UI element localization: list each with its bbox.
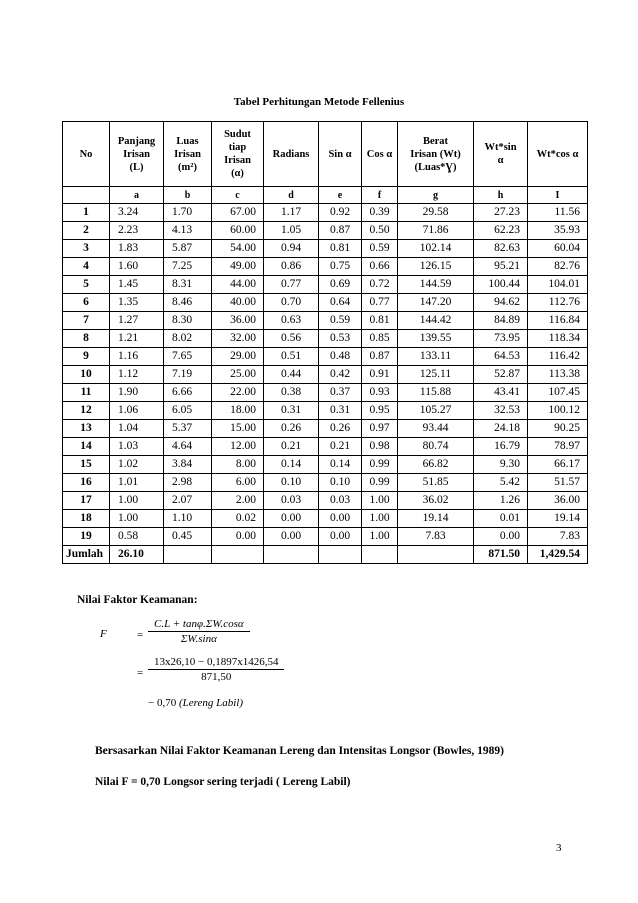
column-header-line: Radians	[272, 148, 310, 160]
table-cell: 2.98	[164, 474, 212, 492]
table-cell: 125.11	[398, 366, 474, 384]
table-cell: 8.00	[212, 456, 264, 474]
formula-equals-2: =	[137, 667, 144, 679]
table-cell: 24.18	[474, 420, 528, 438]
table-cell: 5.42	[474, 474, 528, 492]
table-cell: 0.53	[319, 330, 362, 348]
table-cell: 0.44	[264, 366, 319, 384]
table-cell: 1.90	[110, 384, 164, 402]
table-cell: 11	[63, 384, 110, 402]
column-header-line: Irisan	[224, 155, 251, 166]
table-cell: 0.00	[474, 528, 528, 546]
table-cell: 0.00	[264, 528, 319, 546]
table-cell: 1.27	[110, 312, 164, 330]
table-cell: 16.79	[474, 438, 528, 456]
table-cell: 0.37	[319, 384, 362, 402]
table-cell: 32.53	[474, 402, 528, 420]
table-cell: 0.00	[212, 528, 264, 546]
formula-denominator: ΣW.sinα	[180, 633, 217, 645]
table-cell: 0.21	[319, 438, 362, 456]
column-letter: d	[264, 187, 319, 204]
table-cell: 6.05	[164, 402, 212, 420]
table-cell: 90.25	[528, 420, 588, 438]
table-cell: 1.02	[110, 456, 164, 474]
table-cell: 1.01	[110, 474, 164, 492]
table-cell: 0.56	[264, 330, 319, 348]
column-header	[528, 122, 588, 187]
table-cell: 0.45	[164, 528, 212, 546]
table-cell: 0.03	[264, 492, 319, 510]
table-cell: 18.00	[212, 402, 264, 420]
table-cell: 1.00	[110, 510, 164, 528]
table-cell: 0.59	[362, 240, 398, 258]
table-row	[63, 510, 588, 528]
header-letter-row	[63, 187, 588, 204]
table-cell: 82.63	[474, 240, 528, 258]
table-cell: 0.72	[362, 276, 398, 294]
column-header-line: (m²)	[178, 161, 197, 173]
table-cell: 6.00	[212, 474, 264, 492]
conclusion-line-1: Bersasarkan Nilai Faktor Keamanan Lereng dan Intensitas Longsor (Bowles, 1989)	[95, 745, 504, 757]
table-title: Tabel Perhitungan Metode Fellenius	[233, 96, 405, 108]
formula-result-value: − 0,70	[148, 697, 177, 709]
column-header-line: Panjang	[117, 135, 156, 147]
table-cell: 7.65	[164, 348, 212, 366]
table-cell: 12.00	[212, 438, 264, 456]
table-row	[63, 456, 588, 474]
table-cell: 0.64	[319, 294, 362, 312]
table-cell: 8.46	[164, 294, 212, 312]
table-cell: 62.23	[474, 222, 528, 240]
table-cell: 95.21	[474, 258, 528, 276]
table-cell: 147.20	[398, 294, 474, 312]
table-cell: 1.16	[110, 348, 164, 366]
table-cell: 60.04	[528, 240, 588, 258]
formula-fraction-numeric	[148, 656, 284, 683]
table-cell: 13	[63, 420, 110, 438]
total-empty-cell	[362, 546, 398, 564]
table-cell: 36.00	[212, 312, 264, 330]
table-cell: 0.14	[319, 456, 362, 474]
table-cell: 60.00	[212, 222, 264, 240]
formula-result	[148, 697, 243, 709]
total-empty-cell	[212, 546, 264, 564]
table-cell: 1.10	[164, 510, 212, 528]
table-cell: 1	[63, 204, 110, 222]
table-cell: 0.87	[362, 348, 398, 366]
table-cell: 64.53	[474, 348, 528, 366]
table-cell: 144.59	[398, 276, 474, 294]
column-letter: a	[110, 187, 164, 204]
total-wt_cos: 1,429.54	[528, 546, 588, 564]
column-header	[362, 122, 398, 187]
table-cell: 116.42	[528, 348, 588, 366]
table-cell: 126.15	[398, 258, 474, 276]
table-cell: 22.00	[212, 384, 264, 402]
table-cell: 16	[63, 474, 110, 492]
table-cell: 80.74	[398, 438, 474, 456]
table-cell: 49.00	[212, 258, 264, 276]
table-cell: 0.26	[319, 420, 362, 438]
table-cell: 0.58	[110, 528, 164, 546]
table-cell: 67.00	[212, 204, 264, 222]
table-cell: 6.66	[164, 384, 212, 402]
table-cell: 1.21	[110, 330, 164, 348]
table-cell: 0.81	[362, 312, 398, 330]
column-header-line: (α)	[231, 168, 244, 179]
table-body	[63, 204, 588, 564]
formula-numerator: C.L + tanφ.ΣW.cosα	[148, 618, 250, 632]
table-row	[63, 276, 588, 294]
table-cell: 51.57	[528, 474, 588, 492]
table-cell: 2.07	[164, 492, 212, 510]
table-cell: 139.55	[398, 330, 474, 348]
table-cell: 112.76	[528, 294, 588, 312]
table-cell: 1.17	[264, 204, 319, 222]
table-cell: 0.50	[362, 222, 398, 240]
table-cell: 0.86	[264, 258, 319, 276]
table-cell: 7.25	[164, 258, 212, 276]
table-cell: 7.19	[164, 366, 212, 384]
table-cell: 1.06	[110, 402, 164, 420]
table-cell: 144.42	[398, 312, 474, 330]
table-row	[63, 258, 588, 276]
table-cell: 0.91	[362, 366, 398, 384]
table-cell: 0.77	[362, 294, 398, 312]
safety-factor-formula	[100, 618, 420, 713]
column-header-line: Berat	[422, 135, 449, 147]
table-cell: 0.94	[264, 240, 319, 258]
table-cell: 19.14	[528, 510, 588, 528]
table-cell: 10	[63, 366, 110, 384]
page-number: 3	[556, 842, 562, 854]
table-cell: 2.23	[110, 222, 164, 240]
table-cell: 2.00	[212, 492, 264, 510]
column-letter: g	[398, 187, 474, 204]
column-header-line: (L)	[129, 161, 144, 173]
table-cell: 0.38	[264, 384, 319, 402]
table-cell: 0.99	[362, 456, 398, 474]
table-cell: 0.00	[264, 510, 319, 528]
table-row	[63, 204, 588, 222]
table-cell: 82.76	[528, 258, 588, 276]
table-cell: 51.85	[398, 474, 474, 492]
table-cell: 0.75	[319, 258, 362, 276]
total-panjang: 26.10	[110, 546, 164, 564]
table-cell: 5	[63, 276, 110, 294]
table-cell: 66.82	[398, 456, 474, 474]
total-empty-cell	[164, 546, 212, 564]
table-cell: 0.10	[264, 474, 319, 492]
table-cell: 7	[63, 312, 110, 330]
table-cell: 0.31	[264, 402, 319, 420]
table-cell: 78.97	[528, 438, 588, 456]
column-header-line: Sudut	[224, 129, 251, 140]
table-cell: 100.12	[528, 402, 588, 420]
table-row	[63, 474, 588, 492]
table-cell: 7.83	[398, 528, 474, 546]
column-letter: b	[164, 187, 212, 204]
safety-factor-heading: Nilai Faktor Keamanan:	[77, 594, 198, 606]
table-cell: 1.04	[110, 420, 164, 438]
table-cell: 71.86	[398, 222, 474, 240]
table-cell: 40.00	[212, 294, 264, 312]
table-cell: 36.00	[528, 492, 588, 510]
table-cell: 44.00	[212, 276, 264, 294]
table-cell: 1.03	[110, 438, 164, 456]
column-header	[264, 122, 319, 187]
table-cell: 8.02	[164, 330, 212, 348]
table-cell: 1.12	[110, 366, 164, 384]
total-empty-cell	[264, 546, 319, 564]
table-cell: 35.93	[528, 222, 588, 240]
column-header	[212, 122, 264, 187]
table-cell: 0.21	[264, 438, 319, 456]
column-header	[319, 122, 362, 187]
table-cell: 94.62	[474, 294, 528, 312]
column-letter: f	[362, 187, 398, 204]
table-cell: 25.00	[212, 366, 264, 384]
table-cell: 0.39	[362, 204, 398, 222]
table-cell: 0.31	[319, 402, 362, 420]
table-cell: 1.35	[110, 294, 164, 312]
table-cell: 29.00	[212, 348, 264, 366]
table-cell: 5.37	[164, 420, 212, 438]
table-row	[63, 528, 588, 546]
table-cell: 1.00	[362, 528, 398, 546]
table-cell: 104.01	[528, 276, 588, 294]
formula-numerator-numeric: 13x26,10 − 0,1897x1426,54	[148, 656, 284, 670]
column-header-line: Wt*sin	[484, 142, 517, 153]
formula-fraction-symbolic	[148, 618, 250, 645]
table-cell: 36.02	[398, 492, 474, 510]
table-cell: 113.38	[528, 366, 588, 384]
table-cell: 66.17	[528, 456, 588, 474]
table-cell: 0.77	[264, 276, 319, 294]
table-cell: 116.84	[528, 312, 588, 330]
table-cell: 0.00	[319, 510, 362, 528]
table-cell: 0.98	[362, 438, 398, 456]
column-letter: h	[474, 187, 528, 204]
formula-equals-1: =	[137, 629, 144, 641]
table-cell: 15	[63, 456, 110, 474]
table-cell: 0.81	[319, 240, 362, 258]
table-cell: 9.30	[474, 456, 528, 474]
column-header	[474, 122, 528, 187]
fellenius-table	[62, 121, 588, 564]
table-cell: 0.87	[319, 222, 362, 240]
table-cell: 43.41	[474, 384, 528, 402]
table-row	[63, 420, 588, 438]
table-cell: 4	[63, 258, 110, 276]
table-row	[63, 294, 588, 312]
table-cell: 0.99	[362, 474, 398, 492]
total-empty-cell	[398, 546, 474, 564]
column-header-line: Irisan	[174, 148, 201, 160]
table-row	[63, 438, 588, 456]
table-cell: 7.83	[528, 528, 588, 546]
table-cell: 8.30	[164, 312, 212, 330]
table-cell: 11.56	[528, 204, 588, 222]
table-cell: 0.66	[362, 258, 398, 276]
table-cell: 0.03	[319, 492, 362, 510]
table-cell: 0.01	[474, 510, 528, 528]
table-cell: 0.95	[362, 402, 398, 420]
table-row	[63, 240, 588, 258]
table-cell: 1.45	[110, 276, 164, 294]
column-letter: e	[319, 187, 362, 204]
table-row	[63, 402, 588, 420]
table-cell: 5.87	[164, 240, 212, 258]
header-row	[63, 122, 588, 187]
table-cell: 1.00	[362, 492, 398, 510]
table-cell: 0.48	[319, 348, 362, 366]
table-cell: 1.05	[264, 222, 319, 240]
table-cell: 0.97	[362, 420, 398, 438]
table-cell: 15.00	[212, 420, 264, 438]
table-cell: 18	[63, 510, 110, 528]
column-header-line: tiap	[228, 142, 247, 153]
total-wt_sin: 871.50	[474, 546, 528, 564]
table-cell: 73.95	[474, 330, 528, 348]
total-label: Jumlah	[63, 546, 110, 564]
table-cell: 1.00	[110, 492, 164, 510]
table-cell: 0.02	[212, 510, 264, 528]
table-row	[63, 312, 588, 330]
table-row	[63, 222, 588, 240]
table-cell: 0.63	[264, 312, 319, 330]
table-cell: 29.58	[398, 204, 474, 222]
table-cell: 8.31	[164, 276, 212, 294]
table-cell: 1.60	[110, 258, 164, 276]
formula-lhs: F	[100, 628, 107, 640]
table-cell: 3	[63, 240, 110, 258]
table-cell: 1.83	[110, 240, 164, 258]
table-cell: 2	[63, 222, 110, 240]
table-row	[63, 330, 588, 348]
total-row	[63, 546, 588, 564]
table-cell: 0.10	[319, 474, 362, 492]
column-header-line: Wt*cos α	[536, 148, 579, 160]
table-cell: 105.27	[398, 402, 474, 420]
table-cell: 14	[63, 438, 110, 456]
column-letter: c	[212, 187, 264, 204]
table-row	[63, 492, 588, 510]
table-cell: 19	[63, 528, 110, 546]
formula-denominator-numeric: 871,50	[201, 671, 232, 683]
table-cell: 100.44	[474, 276, 528, 294]
column-header-line: (Luas*Ɣ)	[414, 161, 457, 173]
table-cell: 0.92	[319, 204, 362, 222]
column-letter: I	[528, 187, 588, 204]
column-letter	[63, 187, 110, 204]
table-row	[63, 348, 588, 366]
table-cell: 3.24	[110, 204, 164, 222]
table-cell: 8	[63, 330, 110, 348]
table-row	[63, 366, 588, 384]
total-empty-cell	[319, 546, 362, 564]
table-cell: 3.84	[164, 456, 212, 474]
table-cell: 0.26	[264, 420, 319, 438]
table-cell: 0.42	[319, 366, 362, 384]
column-header-line: No	[79, 148, 93, 160]
table-cell: 19.14	[398, 510, 474, 528]
table-cell: 1.26	[474, 492, 528, 510]
column-header-line: Luas	[176, 135, 199, 147]
table-cell: 0.69	[319, 276, 362, 294]
table-cell: 52.87	[474, 366, 528, 384]
table-cell: 84.89	[474, 312, 528, 330]
table-cell: 32.00	[212, 330, 264, 348]
table-cell: 102.14	[398, 240, 474, 258]
table-cell: 93.44	[398, 420, 474, 438]
table-cell: 1.70	[164, 204, 212, 222]
table-cell: 4.64	[164, 438, 212, 456]
conclusion-line-2: Nilai F = 0,70 Longsor sering terjadi ( Lereng Labil)	[95, 776, 351, 788]
column-header	[63, 122, 110, 187]
table-cell: 0.85	[362, 330, 398, 348]
column-header-line: Irisan (Wt)	[410, 148, 461, 160]
column-header-line: α	[497, 155, 504, 166]
column-header-line: Sin α	[328, 148, 352, 160]
table-cell: 118.34	[528, 330, 588, 348]
table-cell: 0.59	[319, 312, 362, 330]
formula-result-note: (Lereng Labil)	[178, 697, 244, 709]
table-cell: 17	[63, 492, 110, 510]
table-cell: 0.51	[264, 348, 319, 366]
table-cell: 133.11	[398, 348, 474, 366]
table-cell: 54.00	[212, 240, 264, 258]
table-cell: 1.00	[362, 510, 398, 528]
table-cell: 9	[63, 348, 110, 366]
table-cell: 0.93	[362, 384, 398, 402]
column-header	[110, 122, 164, 187]
column-header-line: Irisan	[123, 148, 150, 160]
column-header-line: Cos α	[366, 148, 393, 160]
table-row	[63, 384, 588, 402]
table-cell: 4.13	[164, 222, 212, 240]
column-header	[164, 122, 212, 187]
table-cell: 0.70	[264, 294, 319, 312]
table-cell: 12	[63, 402, 110, 420]
table-cell: 0.00	[319, 528, 362, 546]
table-cell: 0.14	[264, 456, 319, 474]
table-cell: 115.88	[398, 384, 474, 402]
column-header	[398, 122, 474, 187]
table-cell: 107.45	[528, 384, 588, 402]
table-cell: 27.23	[474, 204, 528, 222]
table-cell: 6	[63, 294, 110, 312]
